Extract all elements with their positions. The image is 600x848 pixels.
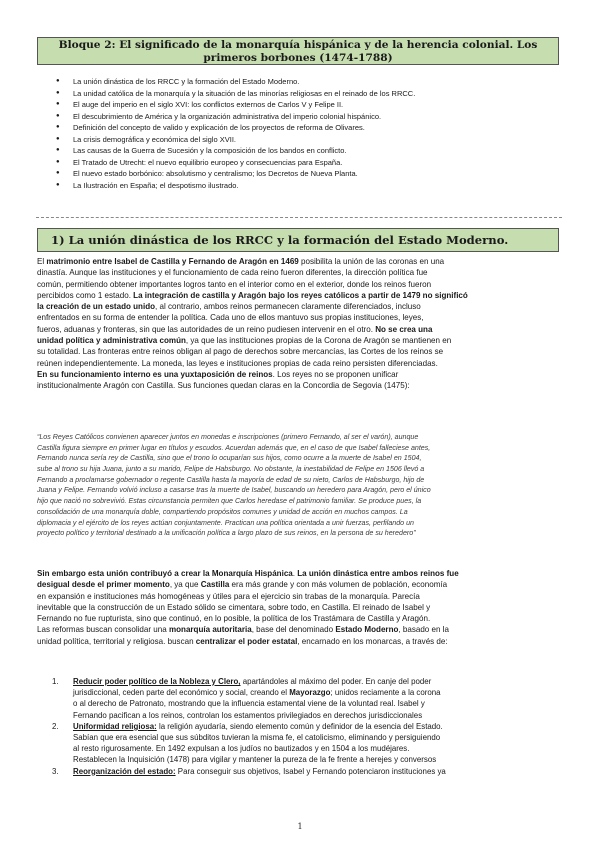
text: unidad política, territorial y religiosa. buscan	[37, 636, 196, 646]
quote-line: “Los Reyes Católicos convienen aparecer juntos en monedas e inscripciones (primero Fernando, al ser el varón), aunque	[37, 433, 419, 441]
bold-text: En su funcionamiento interno es una yuxtaposición de reinos	[37, 369, 273, 379]
topic-item: ● El Tratado de Utrecht: el nuevo equilibrio europeo y consecuencias para España.	[56, 157, 556, 169]
reforms-list	[52, 676, 562, 777]
bloque-title-line2: primeros borbones (1474-1788)	[203, 51, 393, 64]
bold-underlined-text: Uniformidad religiosa:	[73, 721, 157, 731]
text-line: Restablecen la Inquisición (1478) para vigilar y mantener la pureza de la fe frente a herejes y conversos	[73, 755, 437, 765]
text-line: al resto rigurosamente. En 1492 expulsan a los judíos no bautizados y en 1504 a los mudéjares.	[73, 744, 410, 754]
text: .	[292, 569, 298, 578]
topic-item: ● Definición del concepto de valido y explicación de los proyectos de reforma de Olivares.	[56, 122, 556, 134]
text: jurisdiccional, ceden parte del económico y social, creando el	[73, 688, 290, 698]
text: ; unidos reciamente a la corona	[330, 688, 441, 698]
topic-item: ● Las causas de la Guerra de Sucesión y la composición de los bandos en conflicto.	[56, 145, 556, 157]
bold-text: unidad política y administrativa común	[37, 336, 186, 346]
paragraph-monarquia-hispanica	[37, 568, 563, 647]
bold-text: monarquía autoritaria	[168, 625, 252, 635]
bold-text: Castilla	[200, 580, 230, 590]
quote-line: Fernando a proclamarse gobernador o regente Castilla hasta la mayoría de edad de su nieto, Carlos de Habsburgo, hijo de	[37, 475, 425, 484]
topic-item: ● La unión dinástica de los RRCC y la formación del Estado Moderno.	[56, 76, 556, 88]
section-divider	[36, 217, 562, 218]
bold-text: matrimonio entre Isabel de Castilla y Fernando de Aragón en 1469	[46, 257, 299, 266]
text-line: Fernando pacifican a los reinos, controlan los estamentos privilegiados en derechos jurisdiccionales	[73, 710, 423, 720]
topic-item: ● El nuevo estado borbónico: absolutismo y centralismo; los Decretos de Nueva Planta.	[56, 168, 556, 180]
text-line: Sabían que era esencial que sus súbditos tuvieran la misma fe, el catolicismo, eliminando y persiguiendo	[73, 732, 441, 742]
text: posibilita la unión de las coronas en una	[298, 257, 445, 266]
text: apartándoles al máximo del poder. En canje del poder	[240, 677, 432, 686]
page-number: 1	[297, 822, 303, 831]
quote-line: Fernando nunca sería rey de Castilla, sino que el trono lo ocuparían sus hijos, como ocurre a la muerte de Isabel en 1504,	[37, 454, 422, 463]
text-line: reúnen independientemente. La moneda, las leyes e instituciones propias de cada reino persisten diferenciadas.	[37, 358, 438, 368]
text-line: institucionalmente Aragón con Castilla. Sus funciones quedan claras en la Concordia de Segovia (1475):	[37, 381, 410, 391]
bold-underlined-text: Reducir poder político de la Nobleza y Clero,	[73, 677, 241, 686]
concordia-quote	[37, 432, 563, 539]
text: Para conseguir sus objetivos, Isabel y Fernando potenciaron instituciones ya	[175, 766, 446, 776]
list-number: 1.	[52, 677, 59, 686]
text: la religión ayudaría, siendo elemento común y definidor de la esencia del Estado.	[156, 721, 443, 731]
list-item	[52, 766, 562, 777]
text: . Los reyes no se proponen unificar	[272, 369, 399, 379]
topic-item: ● La crisis demográfica y económica del siglo XVII.	[56, 134, 556, 146]
bloque-title-box	[37, 37, 559, 65]
text-line: común, permitiendo obtener importantes logros tanto en el interior como en el exterior, donde los reinos fueron	[37, 279, 432, 289]
bold-text: la creación de un estado unido	[37, 302, 156, 312]
paragraph-matrimonio	[37, 256, 563, 392]
text: , base del denominado	[251, 625, 336, 635]
bold-text: Estado Moderno	[335, 625, 399, 635]
list-number: 2.	[52, 721, 59, 731]
bold-text: centralizar el poder estatal	[195, 636, 298, 646]
text-line: dinastía. Aunque las instituciones y el funcionamiento de cada reino fueron diferentes, la dirección política fue	[37, 268, 428, 278]
bold-text: La unión dinástica entre ambos reinos fue	[297, 569, 459, 578]
topic-item: ● La unidad católica de la monarquía y la situación de las minorías religiosas en el reinado de los RRCC.	[56, 88, 556, 100]
topics-list	[56, 76, 556, 191]
list-number: 3.	[52, 766, 59, 776]
bold-text: La integración de castilla y Aragón bajo los reyes católicos a partir de 1479 no significó	[133, 290, 468, 300]
text: , basado en la	[398, 625, 449, 635]
text: Las reformas buscan consolidar una	[37, 625, 169, 635]
text-line: su totalidad. Las fronteras entre reinos obligan al pago de derechos sobre mercancías, las Cortes de los reinos se	[37, 347, 444, 357]
topic-item: ● La Ilustración en España; el despotismo ilustrado.	[56, 180, 556, 192]
quote-line: consolidación de una monarquía doble, compartiendo propósitos comunes y unidad de acción en muchos campos. La	[37, 507, 408, 516]
list-item	[52, 721, 562, 766]
text-line: o al derecho de Patronato, mostrando que la influencia estamental viene de la voluntad real. Isabel y	[73, 699, 425, 709]
quote-line: Castilla figura siempre en primer lugar en títulos y escudos. Acuerdan además que, en el caso de que Isabel falleciese antes,	[37, 443, 431, 452]
quote-line: sube al trono su hija Juana, junto a su marido, Felipe de Habsburgo. No obstante, la inestabilidad de Felipe en 1506 llevó a	[37, 465, 425, 474]
text-line: en expansión e instituciones más homogéneas y útiles para el ejercicio sin trabas de la monarquía. Parecía	[37, 591, 420, 601]
text-line: Fernando no fue rupturista, sino que continuó, en lo posible, la política de los Trastámara de Castilla y Aragón.	[37, 614, 431, 624]
bloque-title-line1: Bloque 2: El significado de la monarquía hispánica y de la herencia colonial. Los	[58, 39, 538, 51]
quote-line: proyecto político y territorial destinado a la unificación política a largo plazo de sus reinos, en la persona de su heredero”	[37, 529, 416, 538]
text: fueros, aduanas y fronteras, sin que las autoridades de un reino pudiesen intervenir en el otro.	[37, 324, 376, 334]
text: , ya que	[169, 580, 201, 590]
text: percibidos como 1 estado.	[37, 290, 134, 300]
text: , encarnado en los monarcas, a través de:	[297, 636, 448, 646]
section-heading: 1) La unión dinástica de los RRCC y la formación del Estado Moderno.	[37, 228, 559, 252]
text: , ya que las instituciones propias de la Corona de Aragón se mantienen en	[185, 336, 452, 346]
quote-line: hijo que nació no sobrevivió. Estas circunstancia permiten que Carlos heredase el patrimonio familiar. Se produce pues, la	[37, 497, 422, 506]
bold-text: No se crea una	[375, 324, 433, 334]
topic-item: ● El descubrimiento de América y la organización administrativa del imperio colonial hispánico.	[56, 111, 556, 123]
text-line: enfrentados en su forma de entender la política. Cada uno de ellos mantuvo sus propias instituciones, leyes,	[37, 313, 424, 323]
text: era más grande y con más volumen de población, economía	[229, 580, 448, 590]
bold-text: desigual desde el primer momento	[37, 580, 170, 590]
text: El	[37, 257, 47, 266]
list-item	[52, 676, 562, 721]
bold-underlined-text: Reorganización del estado:	[73, 766, 176, 776]
quote-line: diplomacia y el ejército de los reyes actúan conjuntamente. Practican una política orientada a unir fuerzas, perfilando un	[37, 518, 414, 527]
quote-line: Juana y Felipe. Fernando volvió incluso a casarse tras la muerte de Isabel, buscando un heredero para Aragón, pero el único	[37, 486, 431, 495]
bold-text: Mayorazgo	[289, 688, 331, 698]
bold-text: Sin embargo esta unión contribuyó a crear la Monarquía Hispánica	[37, 569, 293, 578]
text-line: inevitable que la construcción de un Estado sólido se cimentara, sobre todo, en Castilla. El reinado de Isabel y	[37, 602, 431, 612]
text: , al contrario, ambos reinos permanecen claramente diferenciados, incluso	[155, 302, 421, 312]
topic-item: ● El auge del imperio en el siglo XVI: los conflictos externos de Carlos V y Felipe II.	[56, 99, 556, 111]
